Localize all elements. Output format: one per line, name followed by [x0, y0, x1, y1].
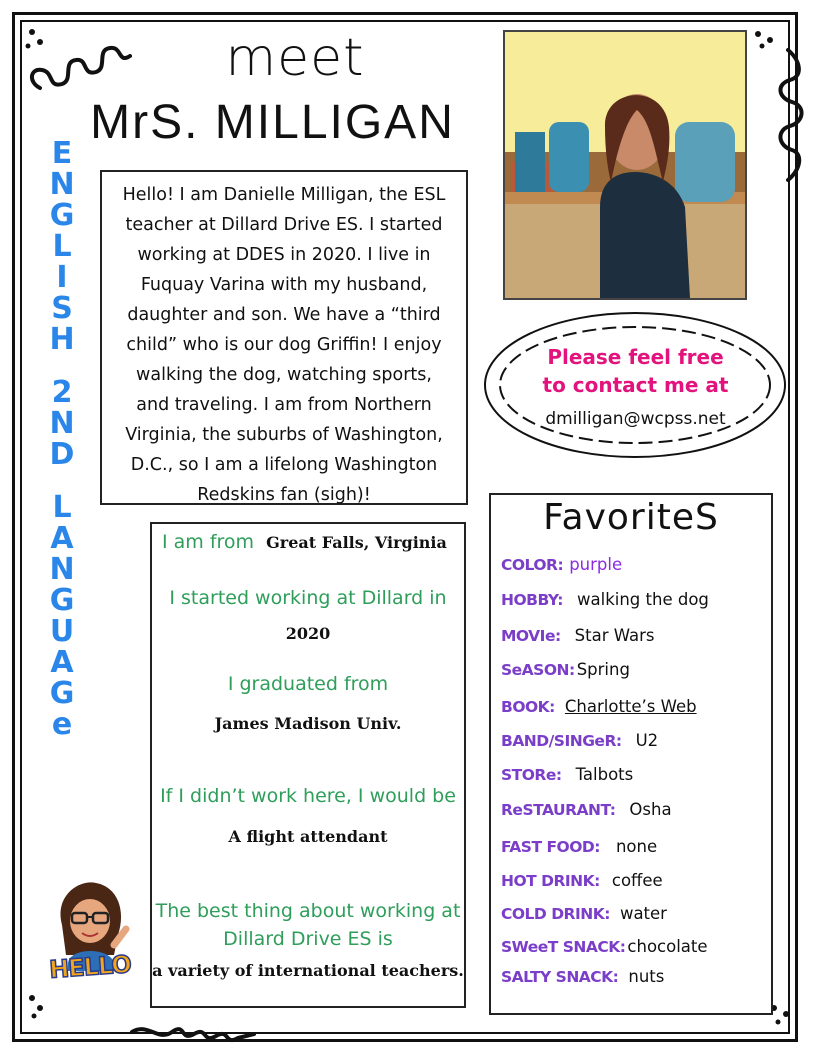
vertical-letter: N	[49, 406, 75, 441]
favorite-sweetsnack-row	[501, 937, 708, 956]
favorite-value: chocolate	[627, 937, 708, 956]
fact-otherwise-label: If I didn’t work here, I would be	[160, 785, 456, 807]
favorite-movie-row	[501, 626, 655, 645]
vertical-letter: G	[49, 198, 75, 233]
vertical-letter: 2	[51, 375, 73, 410]
meet-heading: meet	[225, 28, 365, 88]
favorite-value: water	[619, 904, 667, 923]
favorite-label: COLD DRINK:	[501, 905, 610, 923]
swirl-doodle-top-left	[18, 10, 138, 100]
fact-started-label: I started working at Dillard in	[169, 587, 447, 609]
vertical-letter: I	[56, 260, 68, 295]
dots-doodle-bottom-left	[26, 992, 56, 1022]
contact-heading-line2: to contact me at	[542, 373, 729, 397]
favorite-value: nuts	[628, 967, 665, 986]
vertical-title-english-2nd-language	[42, 138, 82, 740]
fact-otherwise-value: A flight attendant	[228, 827, 388, 846]
favorite-label: HOBBY:	[501, 591, 564, 609]
bitmoji-hello-avatar	[40, 875, 140, 995]
favorite-value: Talbots	[575, 765, 634, 784]
vertical-letter: L	[52, 229, 72, 264]
vertical-letter: D	[49, 437, 75, 472]
intro-text: Hello! I am Danielle Milligan, the ESL teacher at Dillard Drive ES. I started working at DDES in 2020. I live in Fuquay Varina with my husband, daughter and son. We have a “third child” who is our dog Griffin! I enjoy walking the dog, watching sports, and traveling. I am from Northern Virginia, the suburbs of Washington, D.C., so I am a lifelong Washington Redskins fan (sigh)!	[122, 185, 446, 505]
vertical-letter: G	[49, 676, 75, 711]
favorite-colddrink-row	[501, 904, 667, 923]
favorite-value: Spring	[576, 660, 630, 679]
vertical-letter: U	[49, 614, 75, 649]
fact-started-value: 2020	[285, 624, 331, 643]
contact-heading-line1: Please feel free	[547, 345, 724, 369]
favorites-box	[489, 493, 773, 1015]
favorite-value: coffee	[611, 871, 663, 890]
teacher-name-heading: MrS. MILLIGAN	[90, 96, 455, 149]
contact-bubble	[478, 305, 793, 465]
favorite-label: ReSTAURANT:	[501, 801, 616, 819]
fact-from-label: I am from	[162, 531, 255, 553]
favorite-season-row	[501, 660, 630, 679]
vertical-letter: G	[49, 583, 75, 618]
fact-best-label-line2: Dillard Drive ES is	[223, 928, 393, 950]
favorite-label: SWeeT SNACK:	[501, 938, 626, 956]
vertical-letter: N	[49, 167, 75, 202]
vertical-letter: e	[51, 707, 73, 742]
favorite-hobby-row	[501, 590, 709, 609]
favorite-color-row	[501, 555, 622, 574]
favorite-label: STORe:	[501, 766, 562, 784]
fact-graduated-label: I graduated from	[227, 673, 389, 695]
vertical-letter: L	[52, 490, 72, 525]
favorite-fastfood-row	[501, 837, 657, 856]
favorite-book-row	[501, 697, 697, 716]
bitmoji-hello-text: HELLO	[48, 950, 132, 984]
favorites-title: FavoriteS	[543, 497, 719, 538]
favorite-hotdrink-row	[501, 871, 663, 890]
favorite-restaurant-row	[501, 800, 672, 819]
facts-box	[150, 522, 466, 1008]
favorite-label: SALTY SNACK:	[501, 968, 619, 986]
intro-box	[100, 170, 468, 505]
favorite-value: purple	[569, 555, 623, 574]
favorite-label: BAND/SINGeR:	[501, 732, 622, 750]
favorite-value: Charlotte’s Web	[564, 697, 697, 716]
favorite-value: walking the dog	[577, 590, 709, 609]
swirl-doodle-right	[770, 40, 810, 190]
favorite-store-row	[501, 765, 633, 784]
vertical-letter: E	[51, 136, 73, 171]
favorite-label: MOVIe:	[501, 627, 561, 645]
swirl-doodle-bottom	[128, 1012, 258, 1052]
contact-heading	[478, 343, 793, 399]
favorite-value: U2	[635, 731, 659, 750]
fact-from-value: Great Falls, Virginia	[266, 533, 447, 552]
favorite-label: BOOK:	[501, 698, 555, 716]
favorite-value: none	[615, 837, 658, 856]
vertical-letter: S	[51, 291, 73, 326]
vertical-letter: A	[50, 521, 74, 556]
contact-email[interactable]: dmilligan@wcpss.net	[545, 409, 726, 429]
vertical-letter: N	[49, 552, 75, 587]
favorite-label: HOT DRINK:	[501, 872, 600, 890]
teacher-photo-illustration	[505, 32, 745, 298]
fact-best-value: a variety of international teachers.	[152, 961, 464, 980]
fact-best-label-line1: The best thing about working at	[155, 900, 461, 922]
teacher-photo	[503, 30, 747, 300]
dots-doodle-top-right	[752, 26, 782, 56]
vertical-letter: A	[50, 645, 74, 680]
favorite-label: COLOR:	[501, 556, 564, 574]
favorite-band-row	[501, 731, 658, 750]
fact-graduated-value: James Madison Univ.	[214, 714, 402, 733]
fact-from-row	[152, 528, 474, 557]
favorite-label: SeASON:	[501, 661, 575, 679]
favorite-value: Osha	[629, 800, 672, 819]
favorite-value: Star Wars	[574, 626, 655, 645]
vertical-letter: H	[49, 322, 75, 357]
favorite-label: FAST FOOD:	[501, 838, 600, 856]
favorite-saltysnack-row	[501, 967, 664, 986]
